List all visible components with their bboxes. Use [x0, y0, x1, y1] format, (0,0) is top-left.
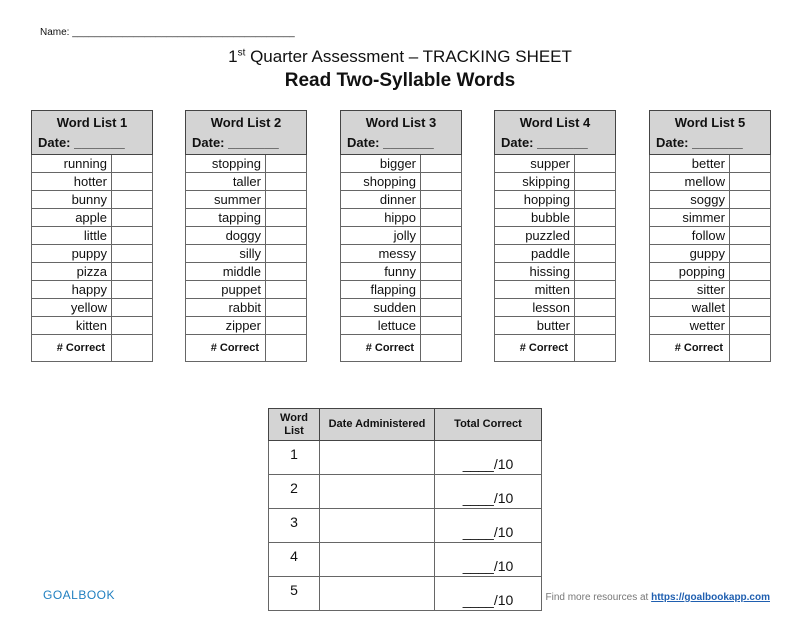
page-subtitle: Read Two-Syllable Words: [284, 70, 516, 91]
summary-header-row: [269, 409, 542, 441]
summary-date-cell: [320, 441, 435, 475]
correct-row: [495, 335, 616, 362]
mark-cell: [730, 155, 771, 173]
word-list-header: [495, 111, 616, 155]
word-cell: hissing: [495, 263, 575, 281]
word-list-date: Date: _______: [656, 134, 743, 150]
word-list-date: Date: _______: [501, 134, 588, 150]
page-title: [0, 47, 800, 67]
correct-label: # Correct: [32, 335, 112, 362]
mark-cell: [730, 263, 771, 281]
word-row: [650, 173, 771, 191]
word-row: [650, 299, 771, 317]
mark-cell: [730, 173, 771, 191]
word-cell: puzzled: [495, 227, 575, 245]
mark-cell: [112, 173, 153, 191]
word-row: [186, 299, 307, 317]
word-row: [495, 317, 616, 335]
mark-cell: [575, 245, 616, 263]
summary-date-cell: [320, 509, 435, 543]
summary-list-number: 2: [269, 475, 320, 509]
summary-row: [269, 441, 542, 475]
word-cell: lettuce: [341, 317, 421, 335]
word-cell: mitten: [495, 281, 575, 299]
correct-label: # Correct: [495, 335, 575, 362]
word-cell: sudden: [341, 299, 421, 317]
word-row: [495, 191, 616, 209]
correct-label: # Correct: [186, 335, 266, 362]
word-list-title: Word List 2: [210, 114, 282, 130]
correct-row: [650, 335, 771, 362]
mark-cell: [421, 227, 462, 245]
word-row: [495, 209, 616, 227]
word-row: [341, 263, 462, 281]
word-row: [186, 209, 307, 227]
correct-cell: [421, 335, 462, 362]
word-row: [32, 173, 153, 191]
summary-list-number: 5: [269, 577, 320, 611]
name-field-label: Name: ________________________________________: [40, 27, 295, 38]
word-cell: soggy: [650, 191, 730, 209]
word-list-2-table: [185, 110, 307, 362]
footer-label: Find more resources at: [545, 592, 652, 603]
word-cell: summer: [186, 191, 266, 209]
word-cell: middle: [186, 263, 266, 281]
word-cell: supper: [495, 155, 575, 173]
word-list-3-table: [340, 110, 462, 362]
summary-col-date: Date Administered: [320, 409, 435, 441]
word-row: [495, 281, 616, 299]
correct-row: [341, 335, 462, 362]
word-cell: popping: [650, 263, 730, 281]
word-row: [341, 317, 462, 335]
word-cell: hotter: [32, 173, 112, 191]
word-list-heading: [32, 111, 153, 155]
summary-date-cell: [320, 577, 435, 611]
mark-cell: [730, 317, 771, 335]
correct-row: [186, 335, 307, 362]
mark-cell: [266, 155, 307, 173]
word-row: [341, 209, 462, 227]
word-cell: stopping: [186, 155, 266, 173]
word-cell: puppy: [32, 245, 112, 263]
word-list-heading: [650, 111, 771, 155]
word-row: [650, 155, 771, 173]
word-row: [341, 191, 462, 209]
summary-list-number: 4: [269, 543, 320, 577]
word-row: [32, 191, 153, 209]
word-cell: running: [32, 155, 112, 173]
word-cell: guppy: [650, 245, 730, 263]
correct-row: [32, 335, 153, 362]
word-row: [186, 245, 307, 263]
word-row: [32, 263, 153, 281]
word-list-heading: [341, 111, 462, 155]
summary-total-cell: ____/10: [435, 441, 542, 475]
summary-total-cell: ____/10: [435, 509, 542, 543]
correct-label: # Correct: [341, 335, 421, 362]
word-cell: wetter: [650, 317, 730, 335]
mark-cell: [730, 299, 771, 317]
word-cell: tapping: [186, 209, 266, 227]
word-cell: hopping: [495, 191, 575, 209]
mark-cell: [266, 281, 307, 299]
mark-cell: [575, 317, 616, 335]
mark-cell: [112, 299, 153, 317]
correct-cell: [575, 335, 616, 362]
word-cell: happy: [32, 281, 112, 299]
word-cell: sitter: [650, 281, 730, 299]
footer-text: [546, 592, 771, 603]
word-row: [186, 155, 307, 173]
word-cell: hippo: [341, 209, 421, 227]
word-cell: little: [32, 227, 112, 245]
title-prefix: 1: [228, 47, 238, 66]
mark-cell: [266, 299, 307, 317]
word-cell: skipping: [495, 173, 575, 191]
word-cell: zipper: [186, 317, 266, 335]
mark-cell: [266, 245, 307, 263]
word-cell: flapping: [341, 281, 421, 299]
word-cell: wallet: [650, 299, 730, 317]
mark-cell: [730, 245, 771, 263]
word-cell: silly: [186, 245, 266, 263]
word-list-date: Date: _______: [347, 134, 434, 150]
word-cell: better: [650, 155, 730, 173]
word-list-header: [650, 111, 771, 155]
word-row: [650, 191, 771, 209]
mark-cell: [575, 281, 616, 299]
mark-cell: [575, 173, 616, 191]
word-row: [341, 227, 462, 245]
word-row: [186, 263, 307, 281]
summary-list-number: 1: [269, 441, 320, 475]
word-list-date: Date: _______: [38, 134, 125, 150]
word-row: [650, 209, 771, 227]
word-row: [341, 281, 462, 299]
mark-cell: [266, 263, 307, 281]
word-cell: lesson: [495, 299, 575, 317]
word-row: [32, 245, 153, 263]
word-list-date: Date: _______: [192, 134, 279, 150]
word-row: [341, 299, 462, 317]
word-list-title: Word List 4: [519, 114, 591, 130]
mark-cell: [575, 299, 616, 317]
word-cell: puppet: [186, 281, 266, 299]
word-row: [186, 191, 307, 209]
mark-cell: [575, 209, 616, 227]
mark-cell: [421, 191, 462, 209]
mark-cell: [421, 317, 462, 335]
word-list-title: Word List 1: [56, 114, 128, 130]
word-row: [32, 227, 153, 245]
word-cell: taller: [186, 173, 266, 191]
word-row: [341, 173, 462, 191]
word-row: [32, 281, 153, 299]
word-list-5-table: [649, 110, 771, 362]
word-list-header: [341, 111, 462, 155]
word-row: [650, 227, 771, 245]
word-row: [186, 281, 307, 299]
summary-list-number: 3: [269, 509, 320, 543]
mark-cell: [730, 281, 771, 299]
word-row: [32, 155, 153, 173]
word-row: [186, 227, 307, 245]
word-cell: funny: [341, 263, 421, 281]
summary-row: [269, 543, 542, 577]
mark-cell: [421, 245, 462, 263]
mark-cell: [112, 155, 153, 173]
word-row: [495, 227, 616, 245]
mark-cell: [575, 191, 616, 209]
word-cell: doggy: [186, 227, 266, 245]
word-row: [495, 155, 616, 173]
summary-total-cell: ____/10: [435, 577, 542, 611]
word-row: [495, 173, 616, 191]
word-list-title: Word List 3: [365, 114, 437, 130]
word-cell: follow: [650, 227, 730, 245]
title-superscript: st: [237, 47, 246, 59]
word-row: [650, 317, 771, 335]
word-row: [650, 281, 771, 299]
word-list-heading: [186, 111, 307, 155]
word-row: [650, 263, 771, 281]
mark-cell: [112, 191, 153, 209]
word-row: [495, 245, 616, 263]
mark-cell: [421, 263, 462, 281]
word-row: [341, 155, 462, 173]
mark-cell: [112, 245, 153, 263]
word-cell: simmer: [650, 209, 730, 227]
mark-cell: [575, 155, 616, 173]
summary-date-cell: [320, 543, 435, 577]
summary-date-cell: [320, 475, 435, 509]
word-row: [650, 245, 771, 263]
word-cell: butter: [495, 317, 575, 335]
word-list-header: [32, 111, 153, 155]
mark-cell: [421, 155, 462, 173]
word-cell: messy: [341, 245, 421, 263]
mark-cell: [266, 209, 307, 227]
mark-cell: [575, 227, 616, 245]
mark-cell: [112, 227, 153, 245]
word-row: [32, 317, 153, 335]
correct-label: # Correct: [650, 335, 730, 362]
mark-cell: [730, 209, 771, 227]
mark-cell: [730, 227, 771, 245]
summary-row: [269, 509, 542, 543]
title-rest: Quarter Assessment – TRACKING SHEET: [245, 47, 572, 66]
mark-cell: [266, 227, 307, 245]
word-row: [186, 317, 307, 335]
summary-row: [269, 475, 542, 509]
mark-cell: [421, 209, 462, 227]
word-cell: bigger: [341, 155, 421, 173]
word-cell: dinner: [341, 191, 421, 209]
correct-cell: [112, 335, 153, 362]
word-cell: mellow: [650, 173, 730, 191]
correct-cell: [266, 335, 307, 362]
word-cell: bunny: [32, 191, 112, 209]
summary-row: [269, 577, 542, 611]
mark-cell: [421, 299, 462, 317]
mark-cell: [266, 317, 307, 335]
word-row: [341, 245, 462, 263]
word-cell: bubble: [495, 209, 575, 227]
goalbook-logo: GOALBOOK: [43, 588, 116, 602]
mark-cell: [421, 281, 462, 299]
mark-cell: [112, 317, 153, 335]
summary-total-cell: ____/10: [435, 543, 542, 577]
word-row: [186, 173, 307, 191]
mark-cell: [730, 191, 771, 209]
word-list-heading: [495, 111, 616, 155]
summary-col-total: Total Correct: [435, 409, 542, 441]
mark-cell: [112, 263, 153, 281]
word-cell: jolly: [341, 227, 421, 245]
mark-cell: [421, 173, 462, 191]
word-list-header: [186, 111, 307, 155]
word-cell: kitten: [32, 317, 112, 335]
word-cell: yellow: [32, 299, 112, 317]
summary-total-cell: ____/10: [435, 475, 542, 509]
word-list-4-table: [494, 110, 616, 362]
footer-link[interactable]: https://goalbookapp.com: [651, 592, 770, 603]
word-row: [495, 299, 616, 317]
summary-table: [268, 408, 542, 611]
word-list-1-table: [31, 110, 153, 362]
mark-cell: [575, 263, 616, 281]
mark-cell: [266, 191, 307, 209]
word-cell: paddle: [495, 245, 575, 263]
mark-cell: [266, 173, 307, 191]
mark-cell: [112, 281, 153, 299]
correct-cell: [730, 335, 771, 362]
word-cell: pizza: [32, 263, 112, 281]
word-row: [495, 263, 616, 281]
word-cell: apple: [32, 209, 112, 227]
mark-cell: [112, 209, 153, 227]
word-cell: shopping: [341, 173, 421, 191]
word-cell: rabbit: [186, 299, 266, 317]
word-row: [32, 209, 153, 227]
word-row: [32, 299, 153, 317]
word-list-title: Word List 5: [674, 114, 746, 130]
summary-col-word-list: Word List: [269, 409, 320, 441]
